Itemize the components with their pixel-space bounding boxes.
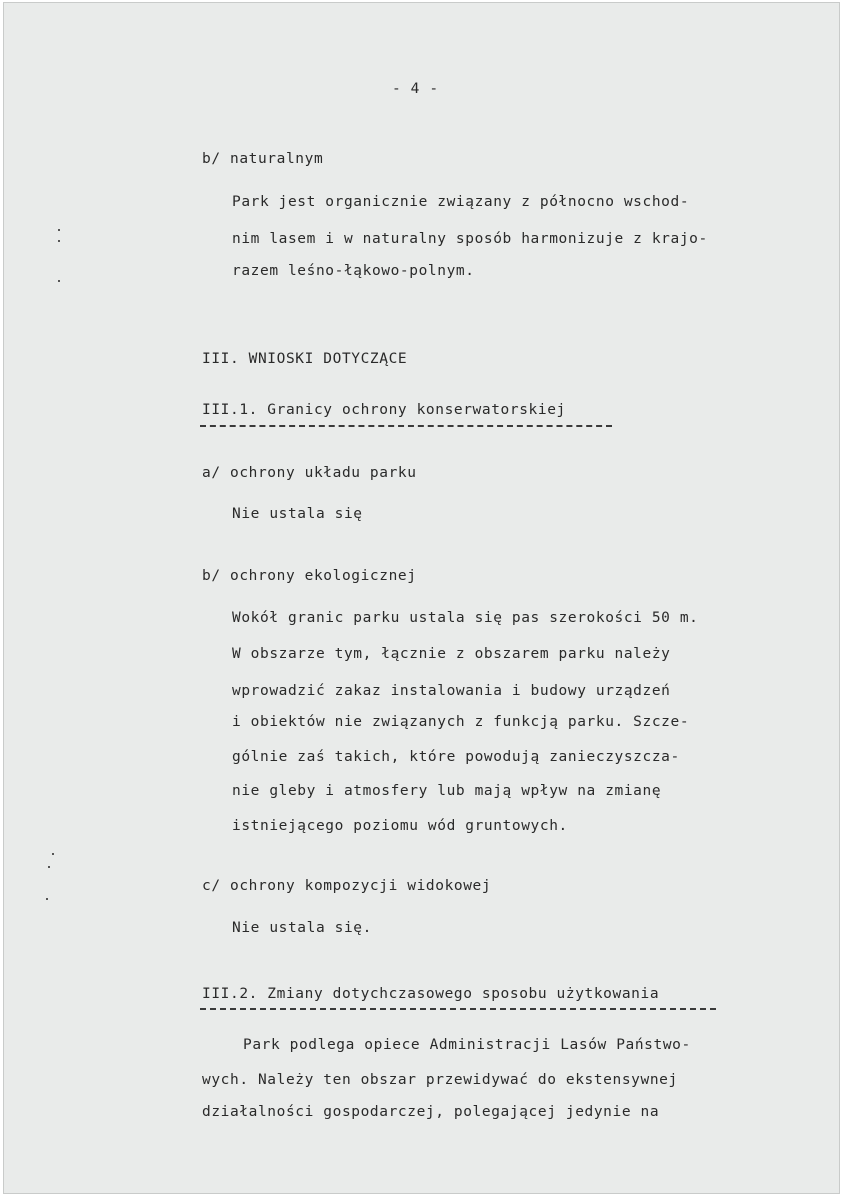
paragraph-line: istniejącego poziomu wód gruntowych. bbox=[232, 818, 568, 834]
subsection-heading-III-2: III.2. Zmiany dotychczasowego sposobu użytkowania bbox=[202, 986, 660, 1002]
paragraph-line: działalności gospodarczej, polegającej jedynie na bbox=[202, 1104, 660, 1120]
margin-dot bbox=[46, 898, 48, 900]
heading-b-naturalny: b/ naturalnym bbox=[202, 151, 324, 167]
paragraph-line: nie gleby i atmosfery lub mają wpływ na zmianę bbox=[232, 783, 662, 799]
subsection-heading-III-1: III.1. Granicy ochrony konserwatorskiej bbox=[202, 402, 566, 418]
page-number: - 4 - bbox=[392, 81, 439, 97]
paragraph-line: Park jest organicznie związany z północno wschod- bbox=[232, 194, 690, 210]
margin-dot bbox=[48, 866, 50, 868]
underline bbox=[200, 425, 612, 427]
paragraph-line: razem leśno-łąkowo-polnym. bbox=[232, 263, 475, 279]
value-nie-ustala: Nie ustala się. bbox=[232, 920, 372, 936]
underline bbox=[200, 1008, 716, 1010]
margin-dot bbox=[52, 853, 54, 855]
paragraph-line: nim lasem i w naturalny sposób harmonizuje z krajo- bbox=[232, 231, 708, 247]
heading-b-ekologiczna: b/ ochrony ekologicznej bbox=[202, 568, 417, 584]
heading-c-widokowa: c/ ochrony kompozycji widokowej bbox=[202, 878, 492, 894]
paragraph-line: wprowadzić zakaz instalowania i budowy urządzeń bbox=[232, 683, 671, 699]
margin-dot bbox=[58, 280, 60, 282]
margin-dot bbox=[58, 229, 60, 231]
paragraph-line: wych. Należy ten obszar przewidywać do ekstensywnej bbox=[202, 1072, 678, 1088]
value-nie-ustala: Nie ustala się bbox=[232, 506, 363, 522]
section-heading-III: III. WNIOSKI DOTYCZĄCE bbox=[202, 351, 408, 367]
paragraph-line: W obszarze tym, łącznie z obszarem parku należy bbox=[232, 646, 671, 662]
document-page bbox=[3, 2, 840, 1194]
heading-a-uklad: a/ ochrony układu parku bbox=[202, 465, 417, 481]
paragraph-line: Wokół granic parku ustala się pas szerokości 50 m. bbox=[232, 610, 699, 626]
paragraph-line: Park podlega opiece Administracji Lasów Państwo- bbox=[243, 1037, 691, 1053]
margin-dot bbox=[58, 240, 60, 242]
paragraph-line: gólnie zaś takich, które powodują zanieczyszcza- bbox=[232, 749, 680, 765]
paragraph-line: i obiektów nie związanych z funkcją parku. Szcze- bbox=[232, 714, 690, 730]
